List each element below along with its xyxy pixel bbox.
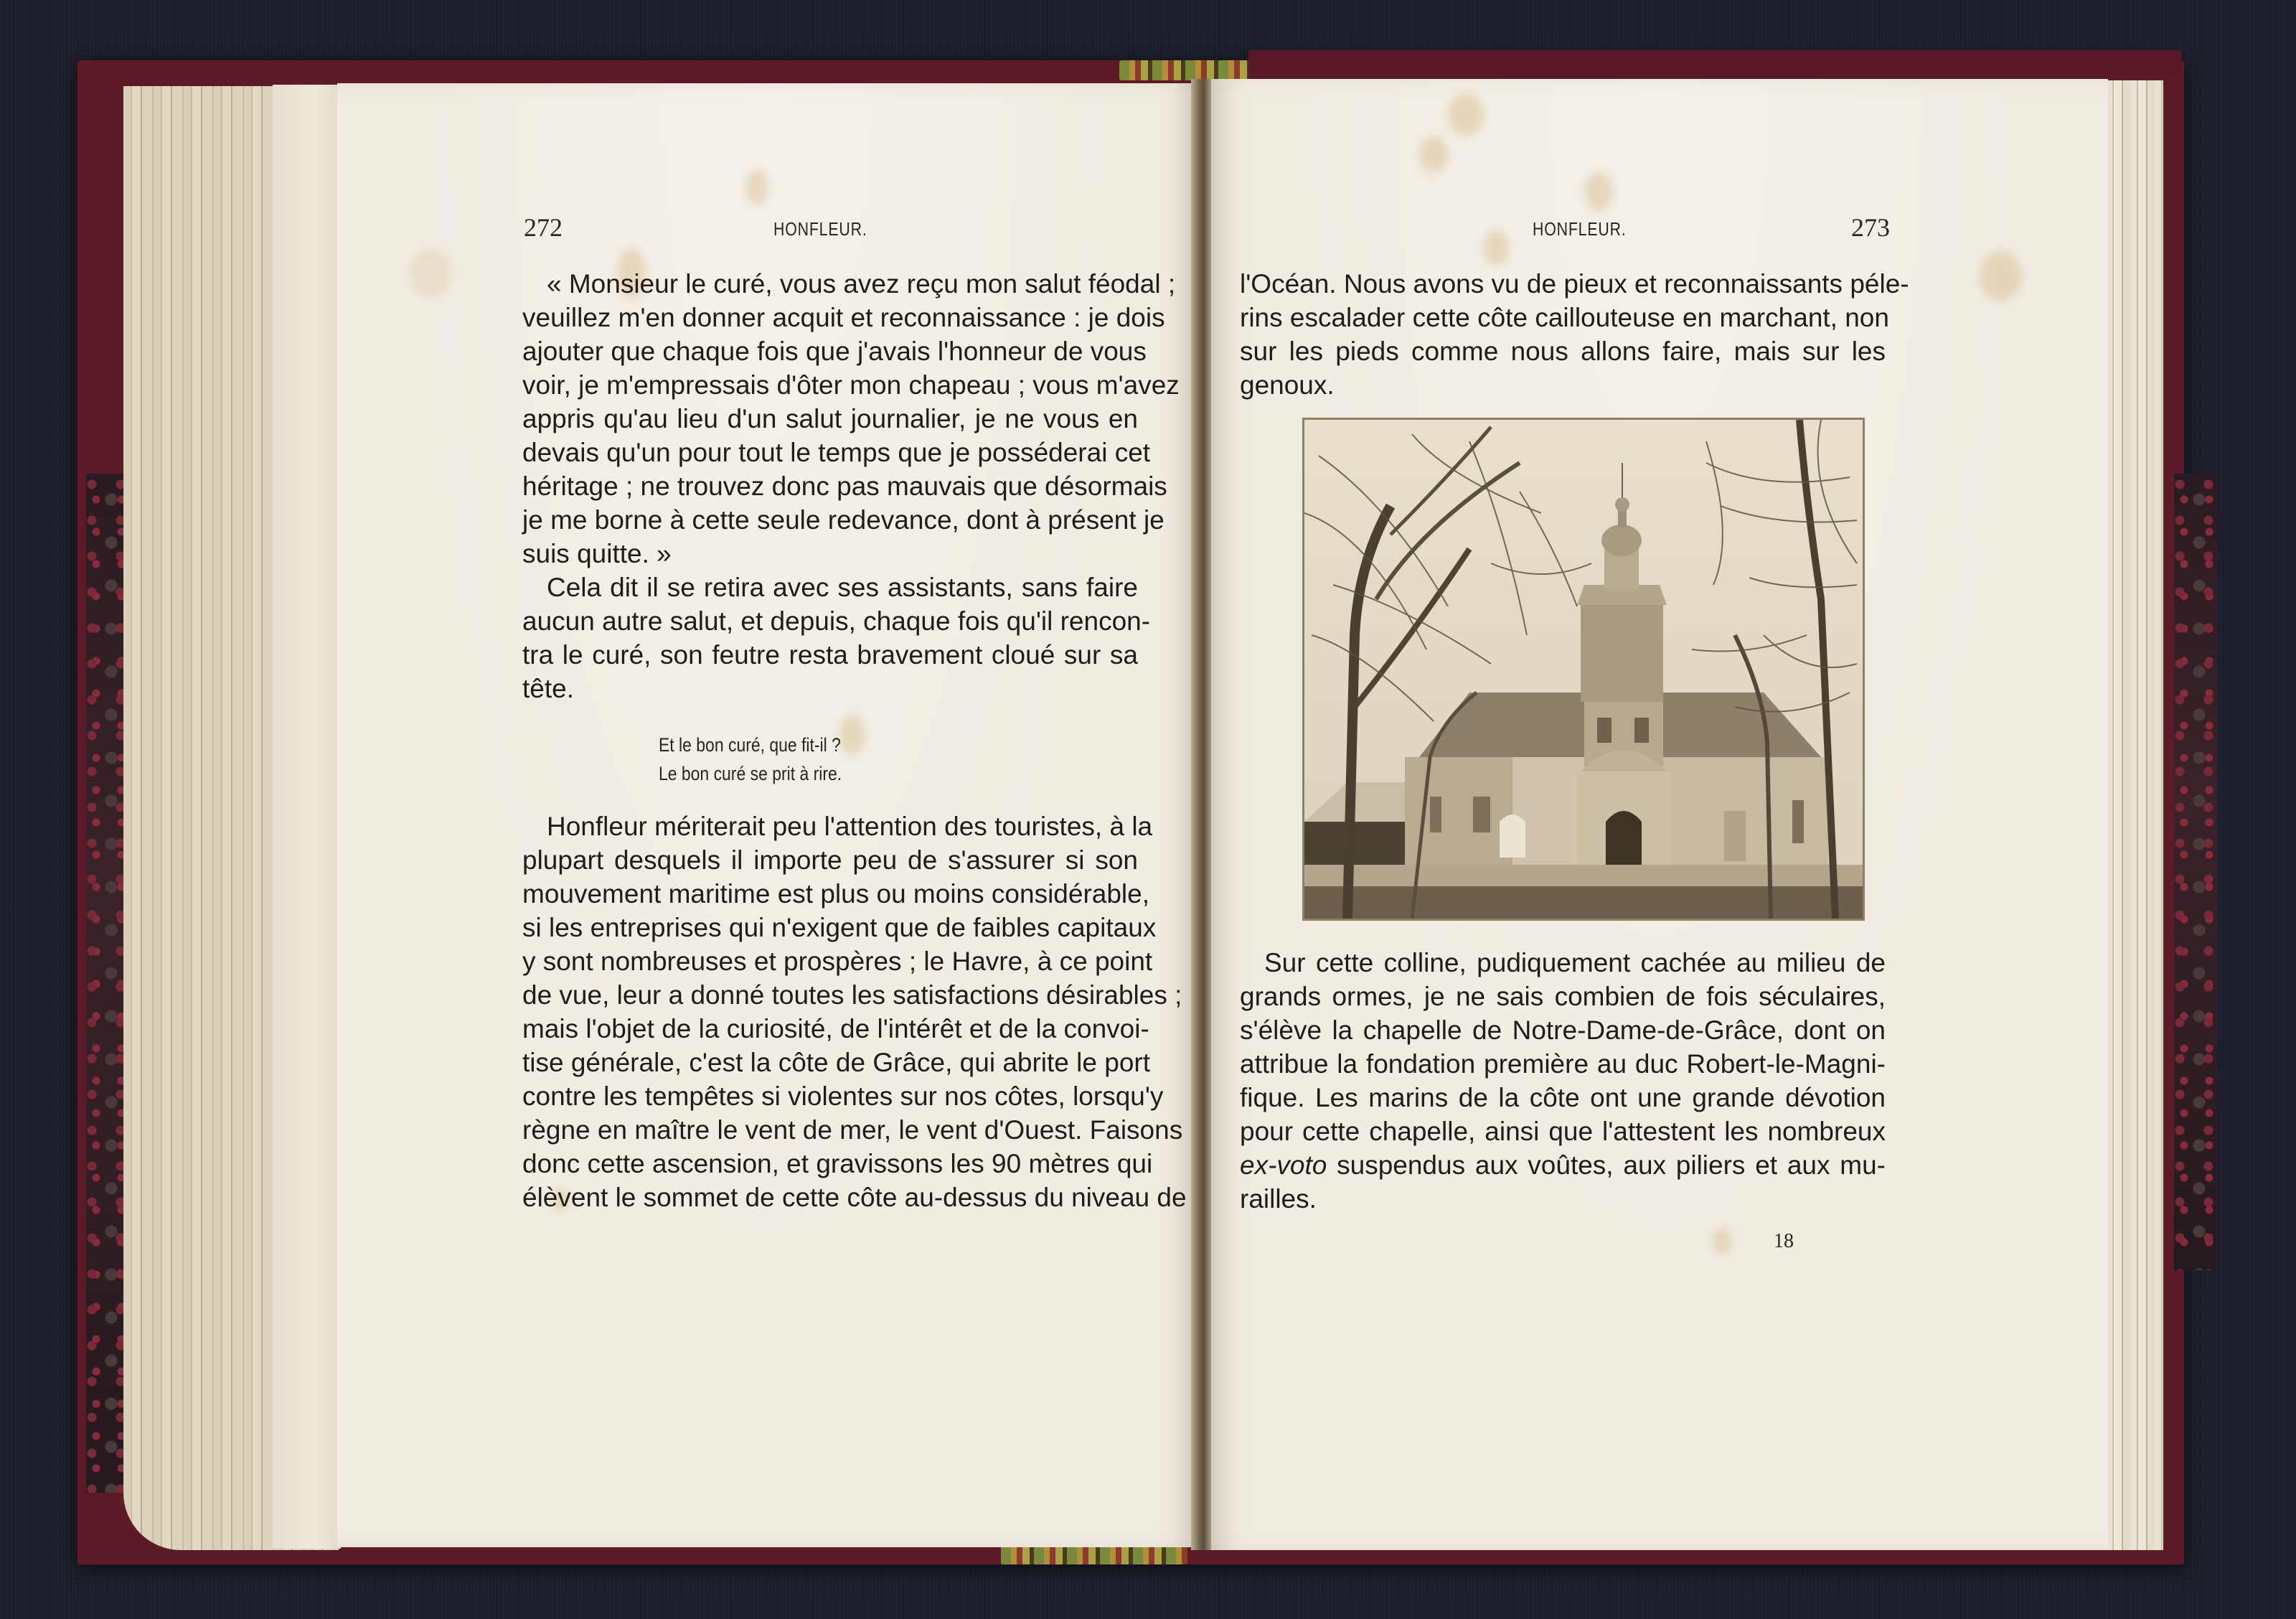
- right-text-column-continued: [1240, 946, 1886, 1216]
- text-line: ajouter que chaque fois que j'avais l'honneur de vous: [522, 337, 1147, 366]
- text-line: plupart desquels il importe peu de s'assurer si son: [522, 845, 1138, 875]
- text-line: aucun autre salut, et depuis, chaque fois qu'il rencon-: [522, 606, 1151, 636]
- foxing-stain: [1484, 230, 1509, 266]
- foxing-stain: [1419, 136, 1448, 172]
- text-line: devais qu'un pour tout le temps que je posséderai cet: [522, 438, 1151, 467]
- text-line: pour cette chapelle, ainsi que l'attestent les nombreux: [1240, 1117, 1886, 1146]
- text-line: genoux.: [1240, 370, 1335, 400]
- foxing-stain: [1979, 251, 2022, 301]
- text-line: railles.: [1240, 1184, 1317, 1214]
- paragraph: [522, 267, 1176, 301]
- text-line: [1240, 1148, 1886, 1182]
- foxing-stain: [746, 169, 768, 205]
- text-line: fique. Les marins de la côte ont une grande dévotion: [1240, 1083, 1886, 1112]
- marbled-endpaper-right: [2174, 474, 2217, 1270]
- marbled-endpaper-left: [86, 474, 129, 1493]
- text-line: appris qu'au lieu d'un salut journalier, je ne vous en: [522, 404, 1138, 433]
- left-text-column-continued: [522, 810, 1187, 1214]
- running-head-right: HONFLEUR.: [1533, 218, 1627, 240]
- text-line: rins escalader cette côte caillouteuse en marchant, non: [1240, 303, 1889, 332]
- text-line: s'élève la chapelle de Notre-Dame-de-Grâce, dont on: [1240, 1015, 1886, 1045]
- foxing-stain: [1713, 1227, 1731, 1256]
- page-number-left: 272: [524, 213, 563, 242]
- chapel-photograph: [1304, 420, 1863, 919]
- text-line: sur les pieds comme nous allons faire, mais sur les: [1240, 337, 1886, 366]
- text-line: contre les tempêtes si violentes sur nos côtes, lorsqu'y: [522, 1081, 1164, 1111]
- text-line: y sont nombreuses et prospères ; le Havre, à ce point: [522, 947, 1153, 976]
- text-line: Cela dit il se retira avec ses assistants, sans faire: [547, 573, 1138, 602]
- text-line: élèvent le sommet de cette côte au-dessus du niveau de: [522, 1183, 1187, 1212]
- book-cover-top-edge: [1248, 50, 2181, 79]
- text-line: suis quitte. »: [522, 539, 672, 568]
- verse-quote: [659, 731, 842, 788]
- verse-line: Le bon curé se prit à rire.: [659, 763, 842, 784]
- signature-mark: 18: [1774, 1230, 1794, 1252]
- text-line: « Monsieur le curé, vous avez reçu mon salut féodal ;: [547, 269, 1176, 299]
- text-line: grands ormes, je ne sais combien de fois séculaires,: [1240, 982, 1886, 1011]
- text-line: je me borne à cette seule redevance, dont à présent je: [522, 505, 1165, 535]
- text-line: donc cette ascension, et gravissons les 90 mètres qui: [522, 1149, 1153, 1178]
- text-fragment: suspendus aux voûtes, aux piliers et aux mu-: [1327, 1150, 1886, 1180]
- text-line: mais l'objet de la curiosité, de l'intérêt et de la convoi-: [522, 1014, 1149, 1043]
- page-block-right-edges: [2106, 80, 2163, 1550]
- text-line: voir, je m'empressais d'ôter mon chapeau ; vous m'avez: [522, 370, 1180, 400]
- text-line: l'Océan. Nous avons vu de pieux et reconnaissants péle-: [1240, 269, 1909, 299]
- left-text-column: [522, 267, 1180, 705]
- text-line: héritage ; ne trouvez donc pas mauvais que désormais: [522, 471, 1167, 501]
- verse-line: Et le bon curé, que fit-il ?: [659, 734, 841, 756]
- text-line: règne en maître le vent de mer, le vent d'Ouest. Faisons: [522, 1115, 1183, 1145]
- text-line: mouvement maritime est plus ou moins considérable,: [522, 879, 1149, 909]
- right-text-column: [1240, 267, 1909, 402]
- running-head-left: HONFLEUR.: [773, 218, 867, 240]
- text-line: attribue la fondation première au duc Robert-le-Magni-: [1240, 1049, 1886, 1079]
- foxing-stain: [1448, 93, 1484, 136]
- text-line: Honfleur mériterait peu l'attention des touristes, à la: [547, 812, 1153, 841]
- italic-term-ex-voto: ex-voto: [1240, 1150, 1327, 1180]
- foxing-stain: [1584, 172, 1613, 212]
- text-line: tise générale, c'est la côte de Grâce, qui abrite le port: [522, 1048, 1150, 1077]
- text-line: de vue, leur a donné toutes les satisfactions désirables ;: [522, 980, 1182, 1010]
- page-block-left-inner: [273, 85, 341, 1549]
- page-number-right: 273: [1851, 213, 1890, 242]
- text-line: tête.: [522, 674, 574, 703]
- headband-top: [1119, 60, 1248, 80]
- foxing-stain: [839, 715, 865, 754]
- text-line: veuillez m'en donner acquit et reconnaissance : je dois: [522, 303, 1165, 332]
- foxing-stain: [409, 248, 452, 299]
- text-line: si les entreprises qui n'exigent que de faibles capitaux: [522, 913, 1157, 942]
- text-line: Sur cette colline, pudiquement cachée au milieu de: [1264, 948, 1886, 977]
- text-line: tra le curé, son feutre resta bravement cloué sur sa: [522, 640, 1138, 670]
- chapel-illustration: [1304, 420, 1863, 919]
